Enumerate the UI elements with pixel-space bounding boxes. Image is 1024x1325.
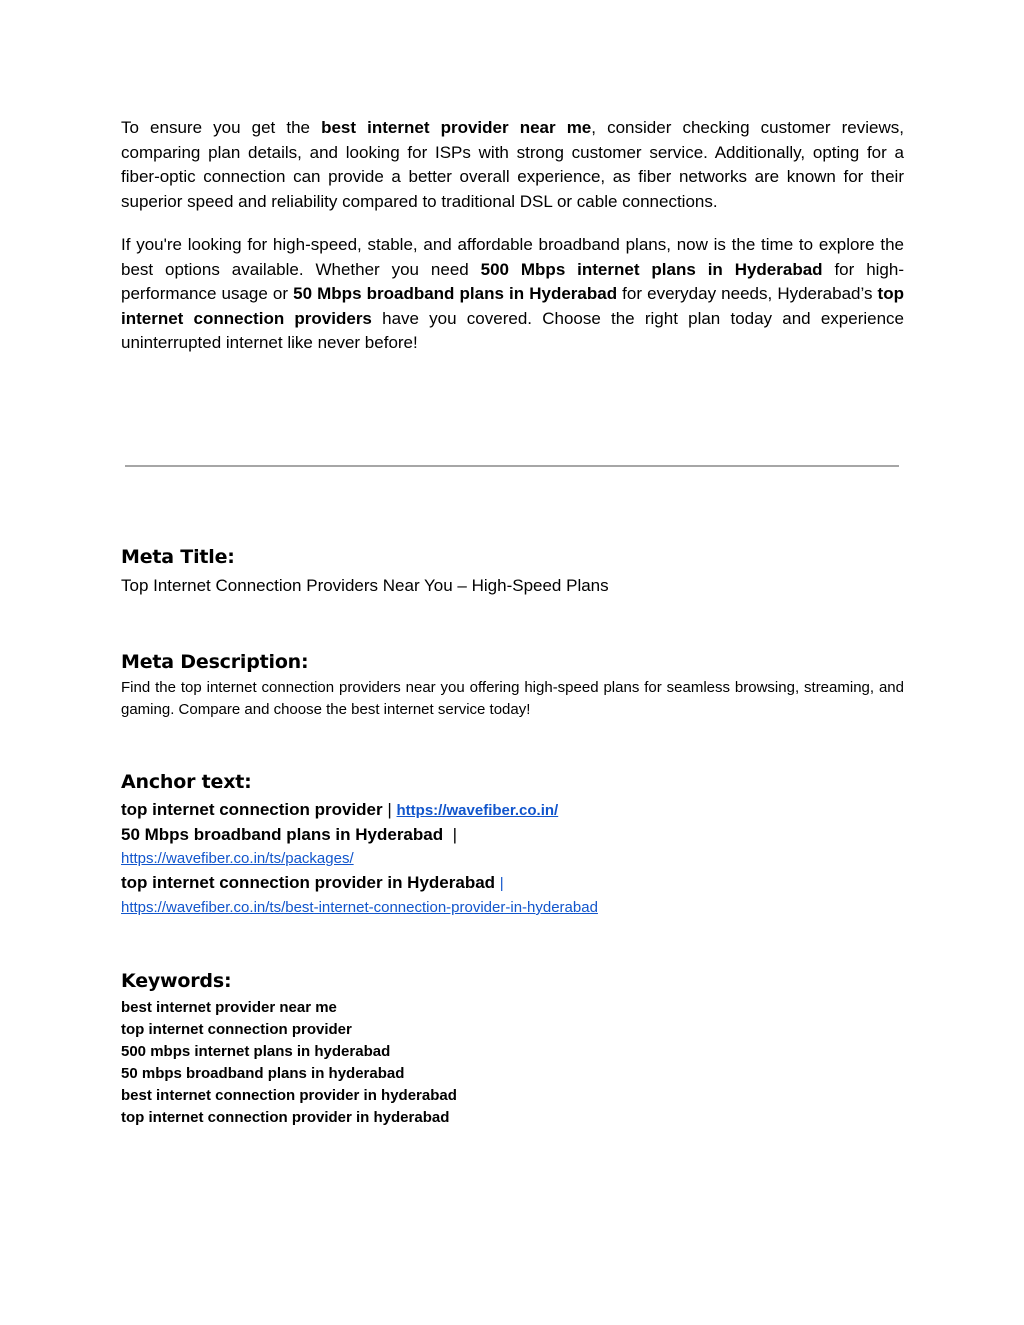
anchor-item-2-link[interactable]: https://wavefiber.co.in/ts/packages/	[121, 850, 354, 867]
intro-p2-bold-500mbps: 500 Mbps internet plans in Hyderabad	[480, 259, 823, 279]
keyword-item: best internet provider near me	[121, 999, 337, 1016]
anchor-item-3-link[interactable]: https://wavefiber.co.in/ts/best-internet-connection-provider-in-hyderabad	[121, 899, 598, 916]
meta-title-text: Top Internet Connection Providers Near You – High-Speed Plans	[121, 576, 609, 595]
anchor-item-1-separator: |	[387, 800, 392, 819]
meta-description-text: Find the top internet connection providers near you offering high-speed plans for seamless browsing, streaming, and gaming. Compare and choose the best internet service today!	[121, 679, 904, 718]
intro-p2-bold-50mbps: 50 Mbps broadband plans in Hyderabad	[293, 284, 618, 303]
anchor-item-2-separator: |	[452, 825, 457, 844]
intro-p2-text-e: for everyday needs, Hyderabad’s	[617, 284, 878, 303]
anchor-text-heading: Anchor text:	[121, 771, 252, 793]
anchor-item-2	[121, 823, 904, 847]
anchor-item-1-link[interactable]: https://wavefiber.co.in/	[396, 802, 559, 819]
intro-paragraph-2	[121, 233, 904, 356]
anchor-item-3-label: top internet connection provider in Hyderabad	[121, 873, 496, 892]
keyword-item: 500 mbps internet plans in hyderabad	[121, 1043, 391, 1060]
anchor-item-2-label: 50 Mbps broadband plans in Hyderabad	[121, 825, 444, 844]
article-body	[121, 116, 904, 356]
keywords-section	[121, 969, 904, 1129]
keyword-item: top internet connection provider in hyderabad	[121, 1109, 450, 1126]
anchor-text-list	[121, 798, 904, 920]
intro-paragraph-1	[121, 116, 904, 214]
horizontal-divider	[125, 465, 899, 467]
intro-p1-text-c: , consider checking customer reviews, comparing plan details, and looking for ISPs with strong customer service. Additionally, opting for a fiber-optic connection can provide a better overall experience, as fiber networks are known for their superior speed and reliability compared to traditional DSL or cable connections.	[121, 118, 904, 211]
anchor-item-3	[121, 871, 904, 896]
anchor-item-1-label: top internet connection provider	[121, 800, 383, 819]
anchor-item-3-url-line	[121, 896, 904, 920]
intro-p2-bold-providers: top internet connection providers	[121, 284, 904, 328]
keyword-item: 50 mbps broadband plans in hyderabad	[121, 1065, 405, 1082]
anchor-item-1	[121, 798, 904, 823]
anchor-text-section	[121, 770, 904, 920]
keyword-item: best internet connection provider in hyderabad	[121, 1087, 457, 1104]
meta-description-section	[121, 650, 904, 721]
intro-p2-text-a: If you're looking for high-speed, stable, and affordable broadband plans, now is the time to explore the best options available. Whether you need	[121, 235, 904, 279]
keywords-heading: Keywords:	[121, 970, 232, 992]
intro-p2-text-g: have you covered. Choose the right plan today and experience uninterrupted internet like never before!	[121, 308, 904, 352]
keywords-list	[121, 997, 904, 1129]
meta-title-heading: Meta Title:	[121, 546, 235, 568]
intro-p1-text-a: To ensure you get the	[121, 118, 322, 137]
keyword-item: top internet connection provider	[121, 1021, 352, 1038]
intro-p1-bold-keyword: best internet provider near me	[321, 118, 592, 137]
intro-p2-text-c: for high-performance usage or	[121, 259, 904, 303]
meta-description-heading: Meta Description:	[121, 651, 309, 673]
anchor-item-2-url-line	[121, 847, 904, 871]
meta-title-section	[121, 545, 904, 597]
anchor-item-3-separator: |	[499, 875, 504, 892]
